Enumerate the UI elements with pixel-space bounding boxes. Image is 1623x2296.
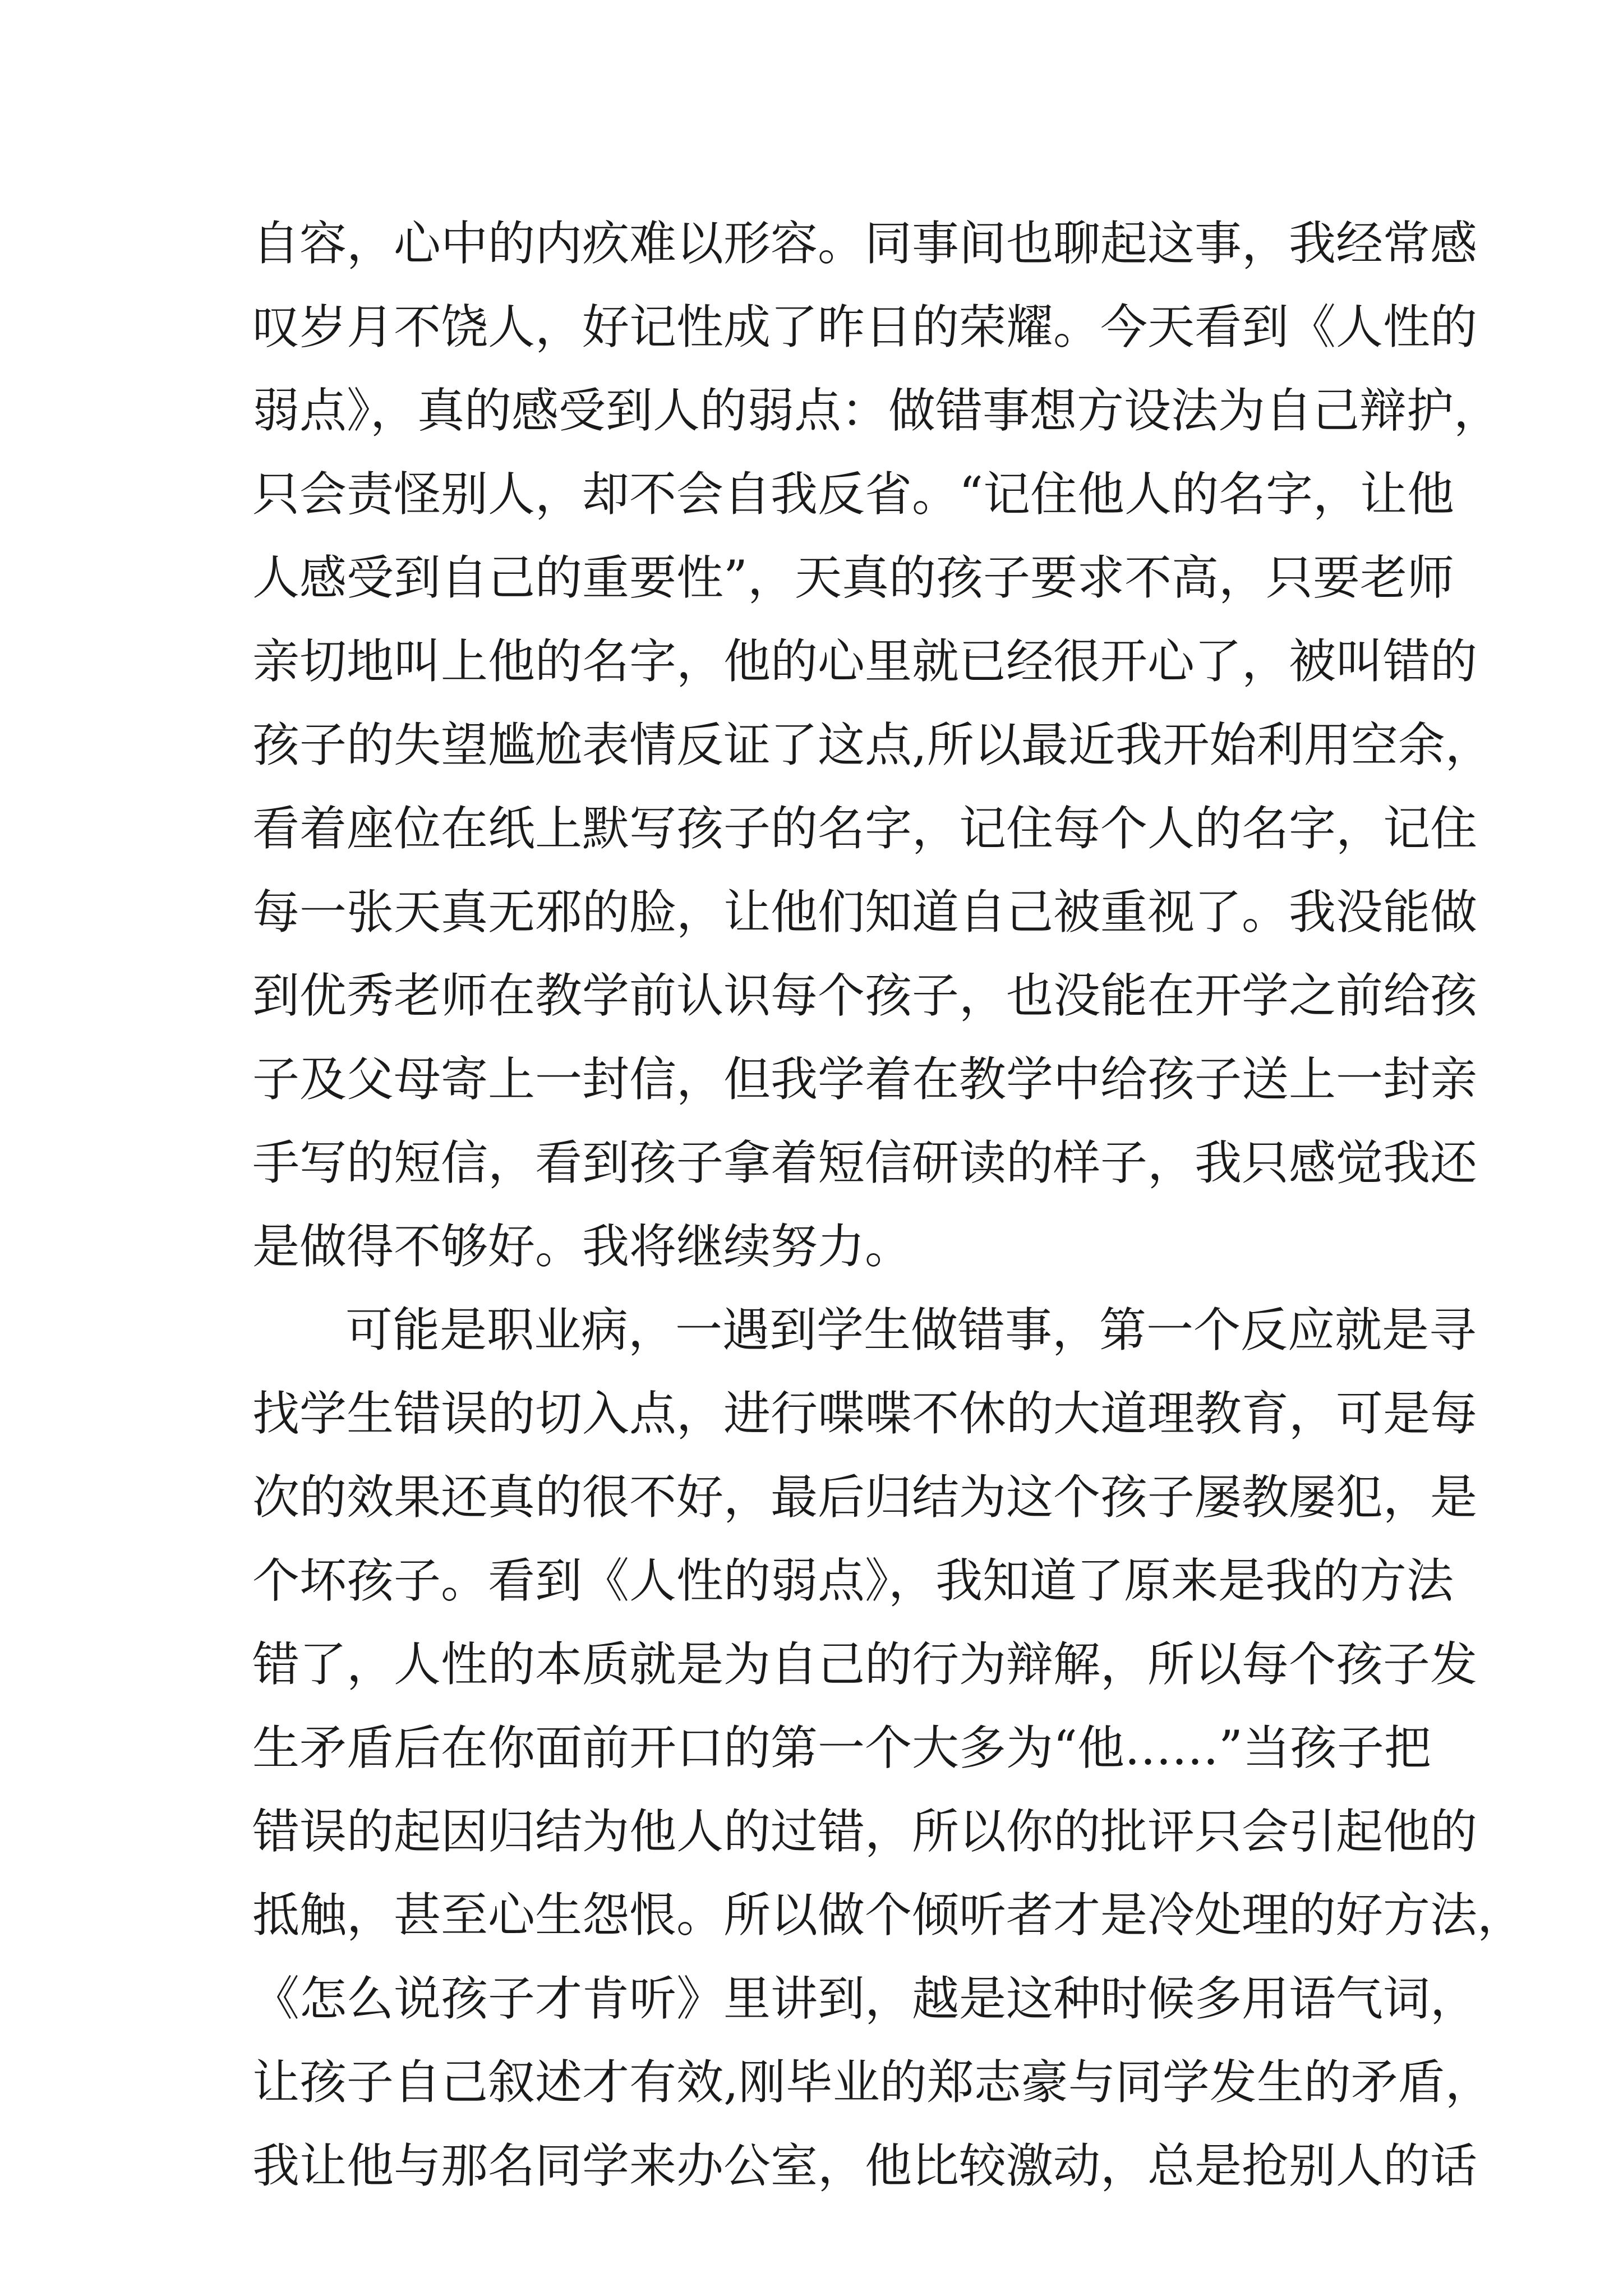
text-line-17: 个坏孩子。看到《人性的弱点》，我知道了原来是我的方法 [252,1553,1454,1608]
text-line-20: 错误的起因归结为他人的过错，所以你的批评只会引起他的 [252,1804,1478,1859]
text-line-10: 到优秀老师在教学前认识每个孩子，也没能在开学之前给孩 [252,968,1478,1023]
text-line-16: 次的效果还真的很不好，最后归结为这个孩子屡教屡犯，是 [252,1470,1478,1525]
text-line-6: 亲切地叫上他的名字，他的心里就已经很开心了，被叫错的 [252,634,1478,689]
text-line-11: 子及父母寄上一封信，但我学着在教学中给孩子送上一封亲 [252,1052,1478,1107]
text-line-12: 手写的短信，看到孩子拿着短信研读的样子，我只感觉我还 [252,1135,1478,1190]
text-line-3: 弱点》，真的感受到人的弱点：做错事想方设法为自己辩护， [252,383,1501,438]
text-line-2: 叹岁月不饶人，好记性成了昨日的荣耀。今天看到《人性的 [252,300,1478,355]
text-line-9: 每一张天真无邪的脸，让他们知道自己被重视了。我没能做 [252,885,1478,940]
text-line-14: 可能是职业病，一遇到学生做错事，第一个反应就是寻 [345,1303,1477,1358]
text-line-1: 自容，心中的内疚难以形容。同事间也聊起这事，我经常感 [252,216,1478,271]
text-line-15: 找学生错误的切入点，进行喋喋不休的大道理教育，可是每 [252,1386,1478,1441]
text-line-23: 让孩子自己叙述才有效,刚毕业的郑志豪与同学发生的矛盾， [252,2055,1492,2110]
text-line-24: 我让他与那名同学来办公室，他比较激动，总是抢别人的话 [252,2138,1478,2193]
text-line-8: 看着座位在纸上默写孩子的名字，记住每个人的名字，记住 [252,801,1478,856]
text-line-7: 孩子的失望尴尬表情反证了这点,所以最近我开始利用空余， [252,717,1492,772]
text-line-5: 人感受到自己的重要性”，天真的孩子要求不高，只要老师 [252,550,1454,605]
text-line-21: 抵触，甚至心生怨恨。所以做个倾听者才是冷处理的好方法， [252,1888,1525,1943]
text-line-4: 只会责怪别人，却不会自我反省。“记住他人的名字，让他 [252,467,1454,522]
text-line-13: 是做得不够好。我将继续努力。 [252,1219,912,1274]
text-line-22: 《怎么说孩子才肯听》里讲到，越是这种时候多用语气词， [252,1971,1478,2026]
text-line-18: 错了，人性的本质就是为自己的行为辩解，所以每个孩子发 [252,1637,1478,1692]
text-line-19: 生矛盾后在你面前开口的第一个大多为“他……”当孩子把 [252,1720,1431,1775]
